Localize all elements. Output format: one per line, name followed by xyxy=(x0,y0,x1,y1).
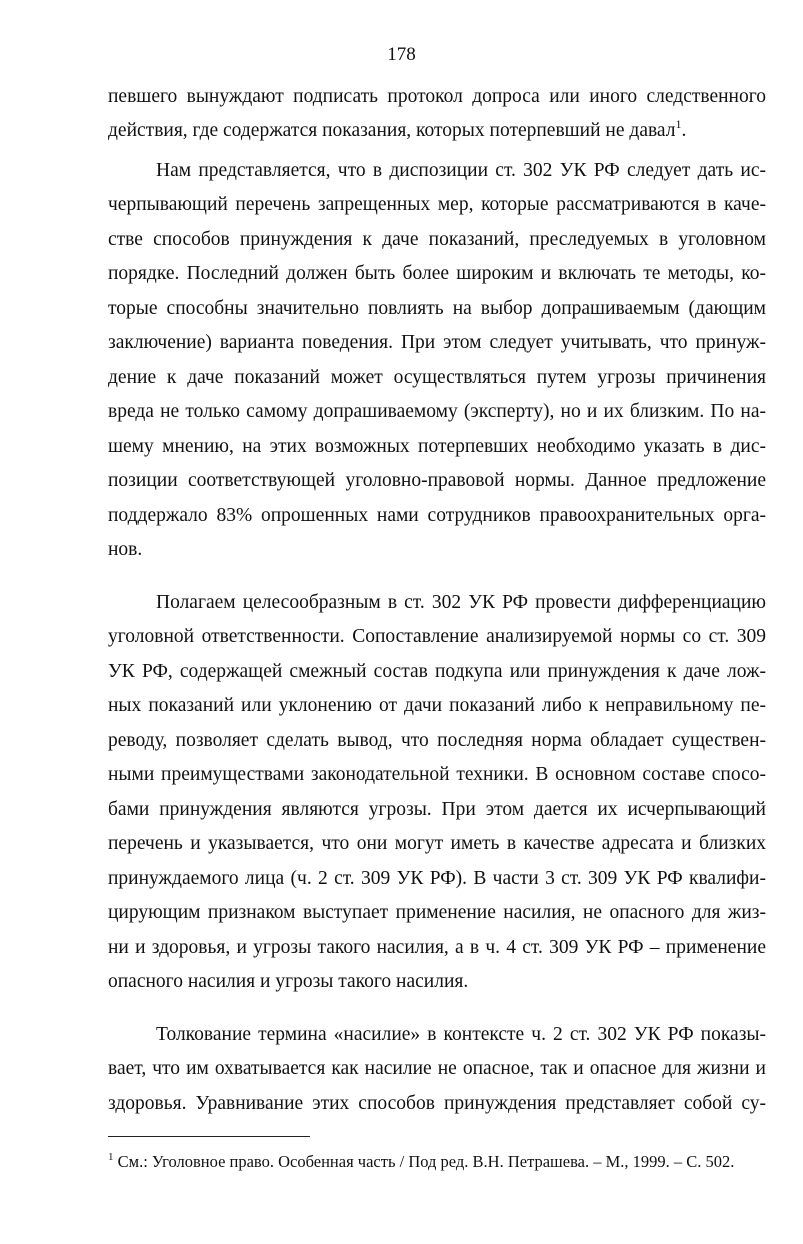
text-line: здоровья. Уравнивание этих способов принуждения представляет собой су- xyxy=(108,1093,766,1114)
text-line: певшего вынуждают подписать протокол допроса или иного следственного xyxy=(108,86,766,107)
text-line: Толкование термина «насилие» в контексте ч. 2 ст. 302 УК РФ показы- xyxy=(156,1024,766,1045)
text-line: черпывающий перечень запрещенных мер, которые рассматриваются в каче- xyxy=(108,194,766,215)
text-line: торые способны значительно повлиять на выбор допрашиваемым (дающим xyxy=(108,298,766,319)
text-line: позиции соответствующей уголовно-правовой нормы. Данное предложение xyxy=(108,470,766,491)
text-line: нов. xyxy=(108,539,143,560)
text-line: бами принуждения являются угрозы. При этом дается их исчерпывающий xyxy=(108,799,766,820)
text-line-content: действия, где содержатся показания, которых потерпевший не давал xyxy=(108,120,676,141)
text-line: шему мнению, на этих возможных потерпевших необходимо указать в дис- xyxy=(108,436,766,457)
text-line: дение к даче показаний может осуществляться путем угрозы причинения xyxy=(108,367,766,388)
page-number: 178 xyxy=(387,44,416,65)
footnote-text: См.: Уголовное право. Особенная часть / Под ред. В.Н. Петрашева. – М., 1999. – С. 502. xyxy=(113,1152,735,1171)
text-line: вреда не только самому допрашиваемому (эксперту), но и их близким. По на- xyxy=(108,401,766,422)
text-line: вает, что им охватывается как насилие не опасное, так и опасное для жизни и xyxy=(108,1058,766,1079)
footnote xyxy=(108,1151,768,1173)
text-line: ни и здоровья, и угрозы такого насилия, а в ч. 4 ст. 309 УК РФ – применение xyxy=(108,937,766,958)
text-line: Полагаем целесообразным в ст. 302 УК РФ провести дифференциацию xyxy=(156,592,766,613)
text-line: принуждаемого лица (ч. 2 ст. 309 УК РФ). В части 3 ст. 309 УК РФ квалифи- xyxy=(108,868,766,889)
text-line: ными преимуществами законодательной техники. В основном составе спосо- xyxy=(108,764,766,785)
text-line: Нам представляется, что в диспозиции ст. 302 УК РФ следует дать ис- xyxy=(156,160,766,181)
text-line: заключение) варианта поведения. При этом следует учитывать, что принуж- xyxy=(108,332,766,353)
text-line: поддержало 83% опрошенных нами сотрудников правоохранительных орга- xyxy=(108,505,766,526)
text-line xyxy=(108,119,766,143)
text-line: реводу, позволяет сделать вывод, что последняя норма обладает существен- xyxy=(108,730,766,751)
text-line: уголовной ответственности. Сопоставление анализируемой нормы со ст. 309 xyxy=(108,626,766,647)
text-line: ных показаний или уклонению от дачи показаний либо к неправильному пе- xyxy=(108,695,766,716)
text-line: перечень и указывается, что они могут иметь в качестве адресата и близких xyxy=(108,833,766,854)
footnote-separator xyxy=(108,1136,310,1137)
text-line: стве способов принуждения к даче показаний, преследуемых в уголовном xyxy=(108,229,766,250)
footnote-reference: 1 xyxy=(675,117,682,131)
text-line: УК РФ, содержащей смежный состав подкупа или принуждения к даче лож- xyxy=(108,661,766,682)
text-line: порядке. Последний должен быть более широким и включать те методы, ко- xyxy=(108,263,766,284)
text-line-punctuation: . xyxy=(681,120,687,141)
text-line: цирующим признаком выступает применение насилия, не опасного для жиз- xyxy=(108,902,766,923)
text-line: опасного насилия и угрозы такого насилия. xyxy=(108,971,469,992)
footnote-marker: 1 xyxy=(108,1151,114,1163)
